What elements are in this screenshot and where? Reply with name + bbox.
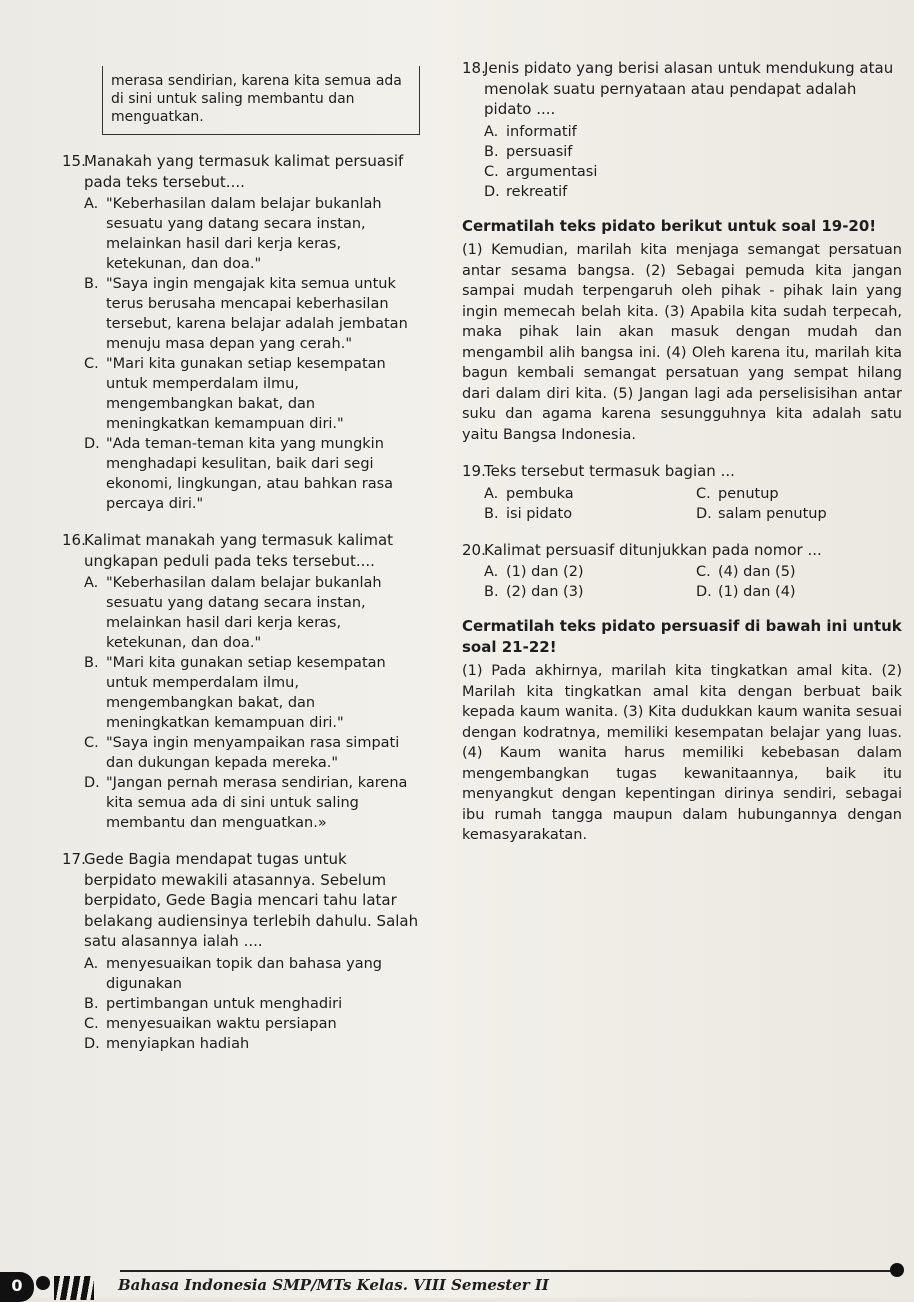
question-number: 20. [462, 540, 486, 559]
option-c[interactable]: C. menyesuaikan waktu persiapan [84, 1015, 337, 1032]
option-b[interactable]: B. "Mari kita gunakan setiap kesempatan untuk memperdalam ilmu, mengembangkan bakat, dan meningkatkan kemampuan diri." [84, 655, 386, 731]
question-15 [62, 151, 422, 514]
right-column [462, 58, 902, 846]
question-text: Kalimat manakah yang termasuk kalimat ungkapan peduli pada teks tersebut.... [84, 531, 394, 570]
option-b[interactable]: B. pertimbangan untuk menghadiri [84, 995, 343, 1012]
section-heading: Cermatilah teks pidato berikut untuk soal 19-20! [462, 216, 877, 235]
option-d[interactable]: D. "Jangan pernah merasa sendirian, karena kita semua ada di sini untuk saling membantu dan menguatkan.» [84, 775, 408, 831]
option-a[interactable]: A. "Keberhasilan dalam belajar bukanlah sesuatu yang datang secara instan, melainkan hasil dari kerja keras, ketekunan, dan doa." [84, 575, 382, 651]
question-number: 18. [462, 59, 486, 77]
option-a[interactable]: A. pembuka [484, 485, 574, 502]
question-number: 17. [62, 850, 86, 868]
option-a[interactable]: A. menyesuaikan topik dan bahasa yang digunakan [84, 955, 382, 992]
passage-text: (1) Kemudian, marilah kita menjaga semangat persatuan antar sesama bangsa. (2) Sebagai pemuda kita jangan sampai mudah terpengaruh oleh pihak - pihak lain yang ingin memecah belah kita. (3) Apabila kita sudah terpecah, maka pihak lain akan masuk dengan mudah dan mengambil alih bangsa ini. (4) Oleh karena itu, marilah kita bagun kembali semangat persatuan yang sempat hilang dari dalam diri kita. (5) Jangan lagi ada perselisisihan antar suku dan agama karena sesungguhnya kita adalah satu yaitu Bangsa Indonesia. [462, 242, 902, 443]
option-d[interactable]: D. "Ada teman-teman kita yang mungkin menghadapi kesulitan, baik dari segi ekonomi, lingkungan, atau bahkan rasa percaya diri." [84, 436, 394, 512]
option-d[interactable]: D. menyiapkan hadiah [84, 1035, 250, 1052]
option-a[interactable]: A. informatif [484, 123, 577, 140]
option-d[interactable]: D. rekreatif [484, 183, 568, 200]
section-heading: Cermatilah teks pidato persuasif di bawah ini untuk soal 21-22! [462, 617, 902, 656]
decorative-dot-icon [36, 1276, 50, 1290]
option-b[interactable]: B. persuasif [484, 143, 573, 160]
question-text: Kalimat persuasif ditunjukkan pada nomor ... [484, 540, 822, 559]
passage-text: (1) Pada akhirnya, marilah kita tingkatkan amal kita. (2) Marilah kita tingkatkan amal kita dengan berbuat baik kepada kaum wanita. (3) Kita dudukkan kaum wanita sesuai dengan kodratnya, memiliki kesempatan belajar yang luas. (4) Kaum wanita harus memiliki kebebasan dalam mengembangkan tugas kewanitaannya, baik itu menyangkut dengan kepentingan dirinya sendiri, sebagai ibu rumah tangga maupun dalam hubungannya dengan kemasyarakatan. [462, 663, 902, 843]
option-b[interactable]: B. (2) dan (3) [484, 584, 584, 600]
question-number: 15. [62, 152, 86, 170]
question-text: Gede Bagia mendapat tugas untuk berpidato mewakili atasannya. Sebelum berpidato, Gede Bagia mencari tahu latar belakang audiensinya terlebih dahulu. Salah satu alasannya ialah .... [84, 850, 419, 950]
option-d[interactable]: D. (1) dan (4) [696, 584, 796, 600]
option-c[interactable]: C. penutup [696, 485, 779, 502]
question-number: 19. [462, 462, 486, 480]
option-d[interactable]: D. salam penutup [696, 505, 827, 522]
question-text: Manakah yang termasuk kalimat persuasif pada teks tersebut.... [84, 152, 404, 191]
question-17 [62, 849, 422, 1054]
option-b[interactable]: B. "Saya ingin mengajak kita semua untuk terus berusaha mencapai keberhasilan tersebut, karena belajar adalah jembatan menuju masa depan yang cerah." [84, 276, 408, 352]
option-a[interactable]: A. "Keberhasilan dalam belajar bukanlah sesuatu yang datang secara instan, melainkan hasil dari kerja keras, ketekunan, dan doa." [84, 196, 382, 272]
question-18 [462, 58, 902, 202]
option-c[interactable]: C. (4) dan (5) [696, 564, 796, 580]
question-19 [462, 461, 902, 524]
option-c[interactable]: C. "Saya ingin menyampaikan rasa simpati dan dukungan kepada mereka." [84, 735, 400, 771]
option-b[interactable]: B. isi pidato [484, 505, 573, 522]
page-number: 0 [0, 1272, 34, 1302]
question-text: Teks tersebut termasuk bagian ... [484, 462, 735, 480]
footer-rule [120, 1270, 896, 1272]
left-column [62, 66, 422, 1054]
question-text: Jenis pidato yang berisi alasan untuk mendukung atau menolak suatu pernyataan atau pendapat adalah pidato .... [484, 59, 894, 118]
option-c[interactable]: C. "Mari kita gunakan setiap kesempatan untuk memperdalam ilmu, mengembangkan bakat, dan meningkatkan kemampuan diri." [84, 356, 386, 432]
question-number: 16. [62, 531, 86, 549]
book-title: Bahasa Indonesia SMP/MTs Kelas. VIII Semester II [118, 1276, 549, 1294]
option-a[interactable]: A. (1) dan (2) [484, 564, 584, 580]
page-footer [0, 1262, 914, 1298]
option-c[interactable]: C. argumentasi [484, 163, 598, 180]
footer-end-dot-icon [890, 1263, 904, 1277]
question-16 [62, 530, 422, 833]
question-20 [462, 540, 902, 603]
quote-box: merasa sendirian, karena kita semua ada di sini untuk saling membantu dan menguatkan. [102, 66, 420, 135]
decorative-stripes-icon [54, 1276, 94, 1300]
